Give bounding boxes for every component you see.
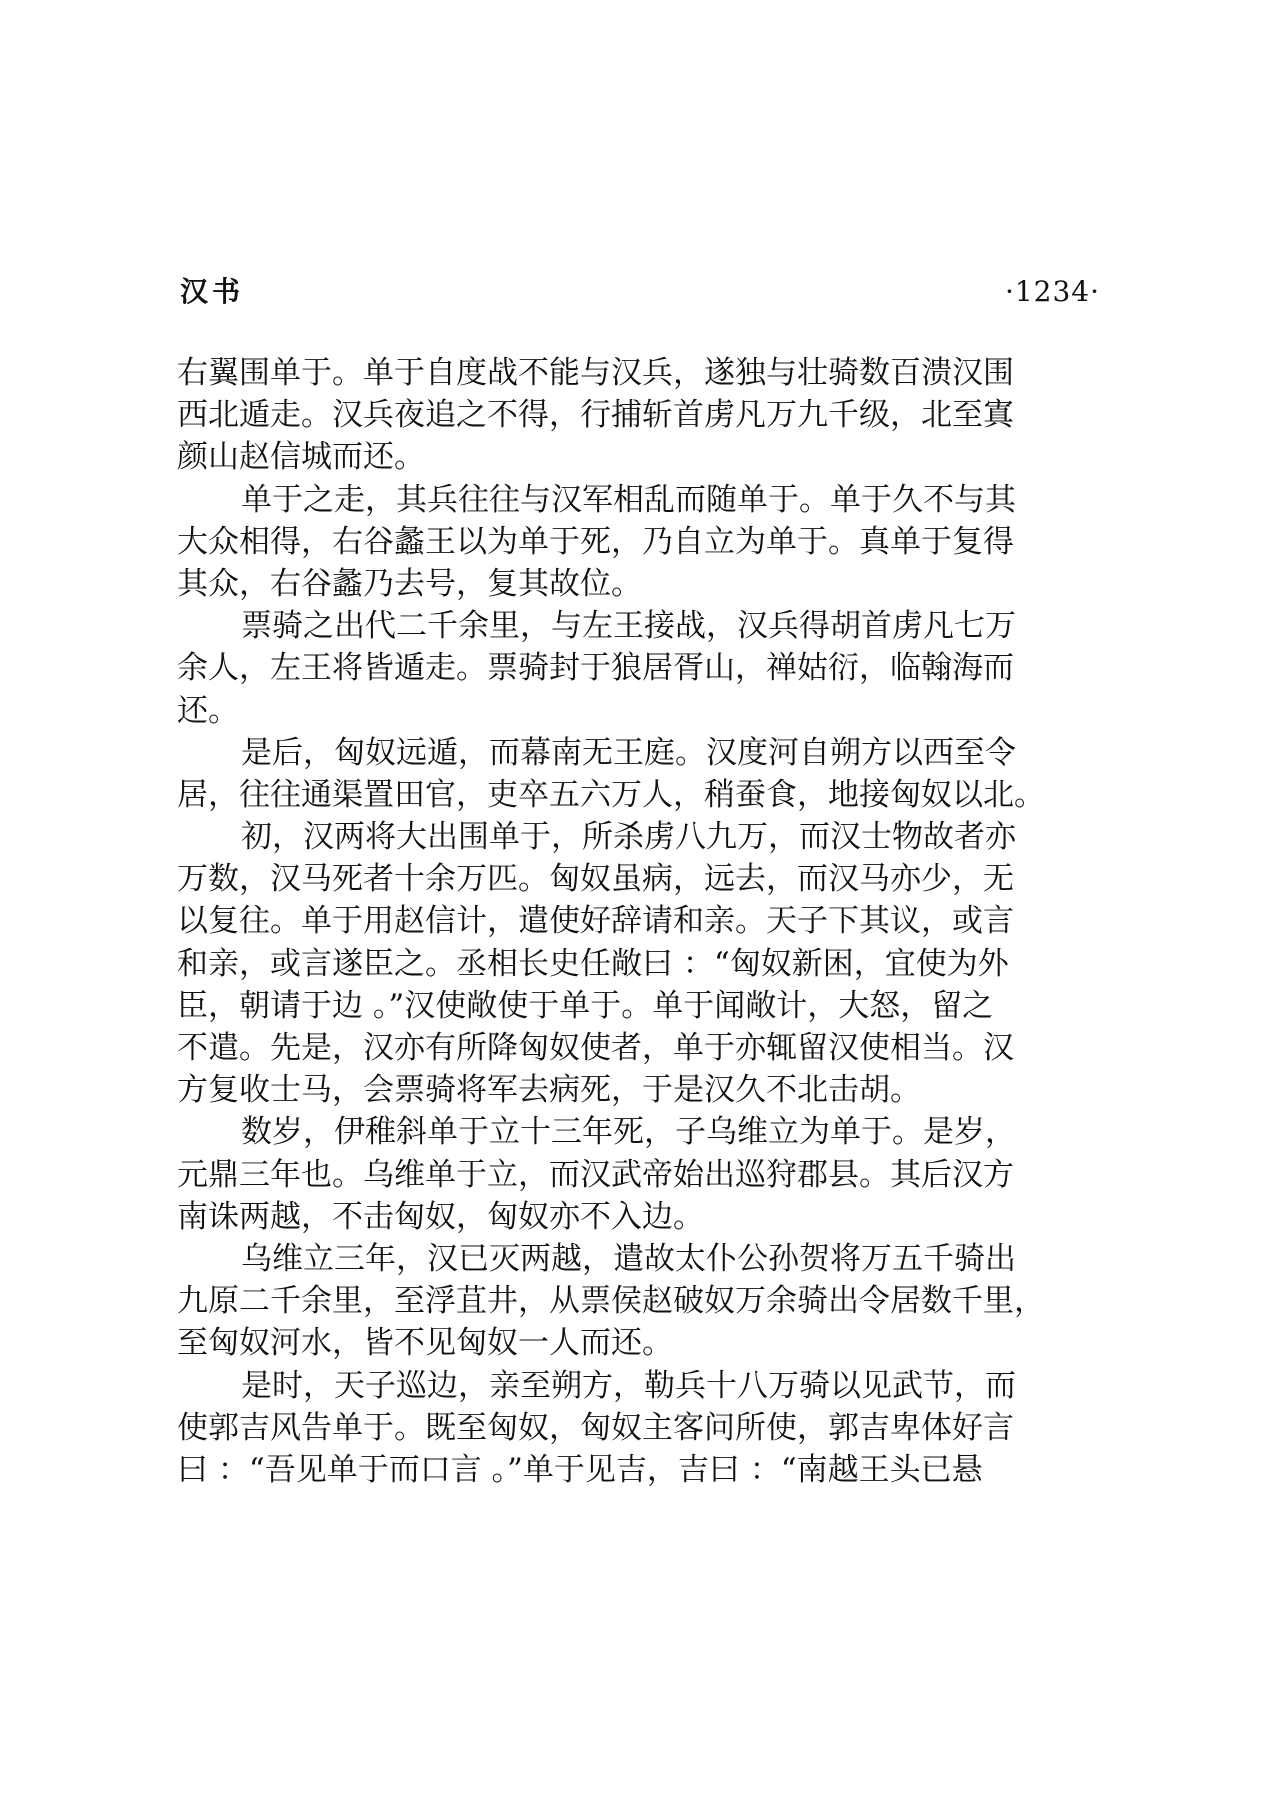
text-line: 右翼围单于。单于自度战不能与汉兵，遂独与壮骑数百溃汉围: [177, 355, 1014, 391]
book-title: 汉书: [180, 275, 245, 308]
text-line: 至匈奴河水，皆不见匈奴一人而还。: [177, 1325, 673, 1362]
text-line: 票骑之出代二千余里，与左王接战，汉兵得胡首虏凡七万: [241, 608, 1016, 645]
text-line: 使郭吉风告单于。既至匈奴，匈奴主客问所使，郭吉卑体好言: [177, 1409, 1014, 1446]
text-line: 方复收士马，会票骑将军去病死，于是汉久不北击胡。: [177, 1072, 921, 1109]
text-line: 南诛两越，不击匈奴，匈奴亦不入边。: [177, 1198, 704, 1235]
text-line: 大众相得，右谷蠡王以为单于死，乃自立为单于。真单于复得: [177, 523, 1014, 560]
text-line: 其众，右谷蠡乃去号，复其故位。: [177, 565, 642, 602]
text-line: 居，往往通渠置田官，吏卒五六万人，稍蚕食，地接匈奴以北。: [177, 776, 1045, 813]
text-line: 初，汉两将大出围单于，所杀虏八九万，而汉士物故者亦: [241, 819, 1016, 856]
text-line: 还。: [177, 692, 239, 729]
text-line: 是后，匈奴远遁，而幕南无王庭。汉度河自朔方以西至令: [241, 734, 1016, 771]
text-line: 以复往。单于用赵信计，遣使好辞请和亲。天子下其议，或言: [177, 903, 1014, 940]
text-line: 乌维立三年，汉已灭两越，遣故太仆公孙贺将万五千骑出: [241, 1240, 1016, 1277]
text-line: 颜山赵信城而还。: [177, 439, 425, 476]
text-line: 数岁，伊稚斜单于立十三年死，子乌维立为单于。是岁，: [241, 1114, 1016, 1151]
text-line: 单于之走，其兵往往与汉军相乱而随单于。单于久不与其: [241, 481, 1016, 518]
text-line: 万数，汉马死者十余万匹。匈奴虽病，远去，而汉马亦少，无: [177, 861, 1014, 898]
text-line: 臣，朝请于边 。”汉使敞使于单于。单于闻敞计，大怒，留之: [177, 987, 994, 1024]
text-line: 九原二千余里，至浮苴井，从票侯赵破奴万余骑出令居数千里，: [177, 1283, 1045, 1320]
text-line: 元鼎三年也。乌维单于立，而汉武帝始出巡狩郡县。其后汉方: [177, 1156, 1014, 1193]
text-line: 曰 ：“吾见单于而口言 。”单于见吉，吉曰 ：“南越王头已悬: [177, 1451, 983, 1488]
page-header: [180, 272, 1100, 312]
page-number: ·1234·: [1004, 275, 1100, 308]
text-line: 不遣。先是，汉亦有所降匈奴使者，单于亦辄留汉使相当。汉: [177, 1030, 1014, 1066]
text-line: 是时，天子巡边，亲至朔方，勒兵十八万骑以见武节，而: [241, 1367, 1016, 1404]
text-line: 和亲，或言遂臣之。丞相长史任敞曰 ：“匈奴新困，宜使为外: [177, 945, 1009, 982]
text-line: 余人，左王将皆遁走。票骑封于狼居胥山，禅姑衍，临翰海而: [177, 650, 1014, 687]
body-text: [177, 352, 1091, 1491]
text-line: 西北遁走。汉兵夜追之不得，行捕斩首虏凡万九千级，北至寘: [177, 397, 1014, 434]
